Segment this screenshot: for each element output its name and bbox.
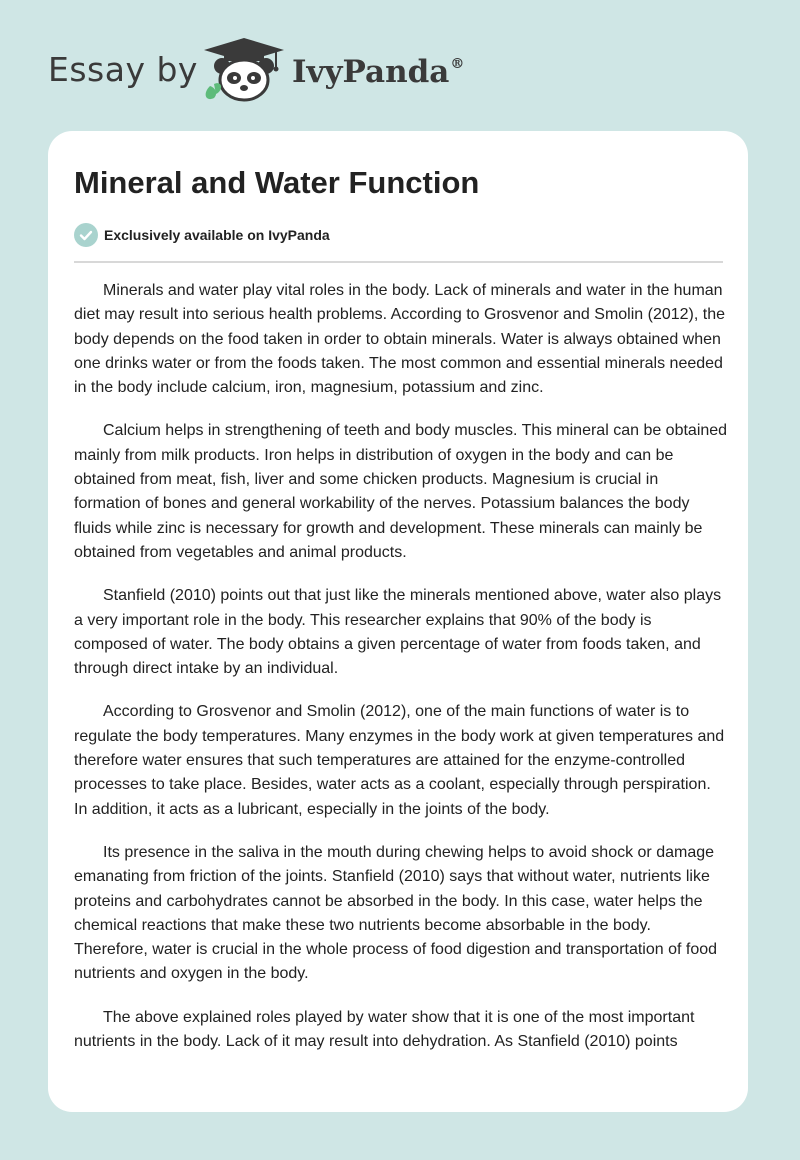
paragraph: Stanfield (2010) points out that just like the minerals mentioned above, water also plays a very important role in the body. This researcher explains that 90% of the body is composed of water. The body obtains a given percentage of water from foods taken, and through direct intake by an individual. bbox=[74, 587, 722, 678]
panda-graduate-icon[interactable] bbox=[202, 36, 286, 102]
divider bbox=[74, 261, 723, 263]
brand-name[interactable] bbox=[292, 54, 464, 90]
site-header bbox=[0, 0, 800, 130]
paragraph: According to Grosvenor and Smolin (2012), one of the main functions of water is to regulate the body temperatures. Many enzymes in the body work at given temperatures and therefore water ensures that such temperatures are attained for the enzyme-controlled processes to take place. Besides, water acts as a coolant, especially through perspiration. In addition, it acts as a lubricant, especially in the joints of the body. bbox=[74, 703, 725, 818]
page-title: Mineral and Water Function bbox=[74, 165, 480, 200]
brand-name-text: IvyPanda bbox=[292, 54, 450, 90]
essay-by-label: Essay by bbox=[48, 50, 198, 89]
exclusive-label: Exclusively available on IvyPanda bbox=[104, 227, 330, 243]
registered-mark: ® bbox=[450, 56, 465, 72]
check-icon bbox=[74, 223, 98, 247]
essay-card bbox=[48, 131, 748, 1112]
exclusive-badge bbox=[74, 222, 330, 248]
paragraph: Minerals and water play vital roles in the body. Lack of minerals and water in the human diet may result into serious health problems. According to Grosvenor and Smolin (2012), the body depends on the food taken in order to obtain minerals. Water is always obtained when one drinks water or from the foods taken. The most common and essential minerals needed in the body include calcium, iron, magnesium, potassium and zinc. bbox=[74, 282, 725, 397]
essay-body bbox=[74, 279, 728, 1073]
paragraph: Its presence in the saliva in the mouth during chewing helps to avoid shock or damage emanating from friction of the joints. Stanfield (2010) says that without water, nutrients like proteins and carbohydrates cannot be absorbed in the body. In this case, water helps the chemical reactions that make these two nutrients become absorbable in the body. Therefore, water is crucial in the whole process of food digestion and transportation of food nutrients and oxygen in the body. bbox=[74, 843, 718, 983]
paragraph: The above explained roles played by water show that it is one of the most important nutrients in the body. Lack of it may result into dehydration. As Stanfield (2010) points bbox=[74, 1008, 695, 1051]
paragraph: Calcium helps in strengthening of teeth and body muscles. This mineral can be obtained mainly from milk products. Iron helps in distribution of oxygen in the body and can be obtained from meat, fish, liver and some chicken products. Magnesium is crucial in formation of bones and general workability of the nerves. Potassium balances the body fluids while zinc is necessary for growth and development. These minerals can mainly be obtained from vegetables and animal products. bbox=[74, 422, 728, 561]
